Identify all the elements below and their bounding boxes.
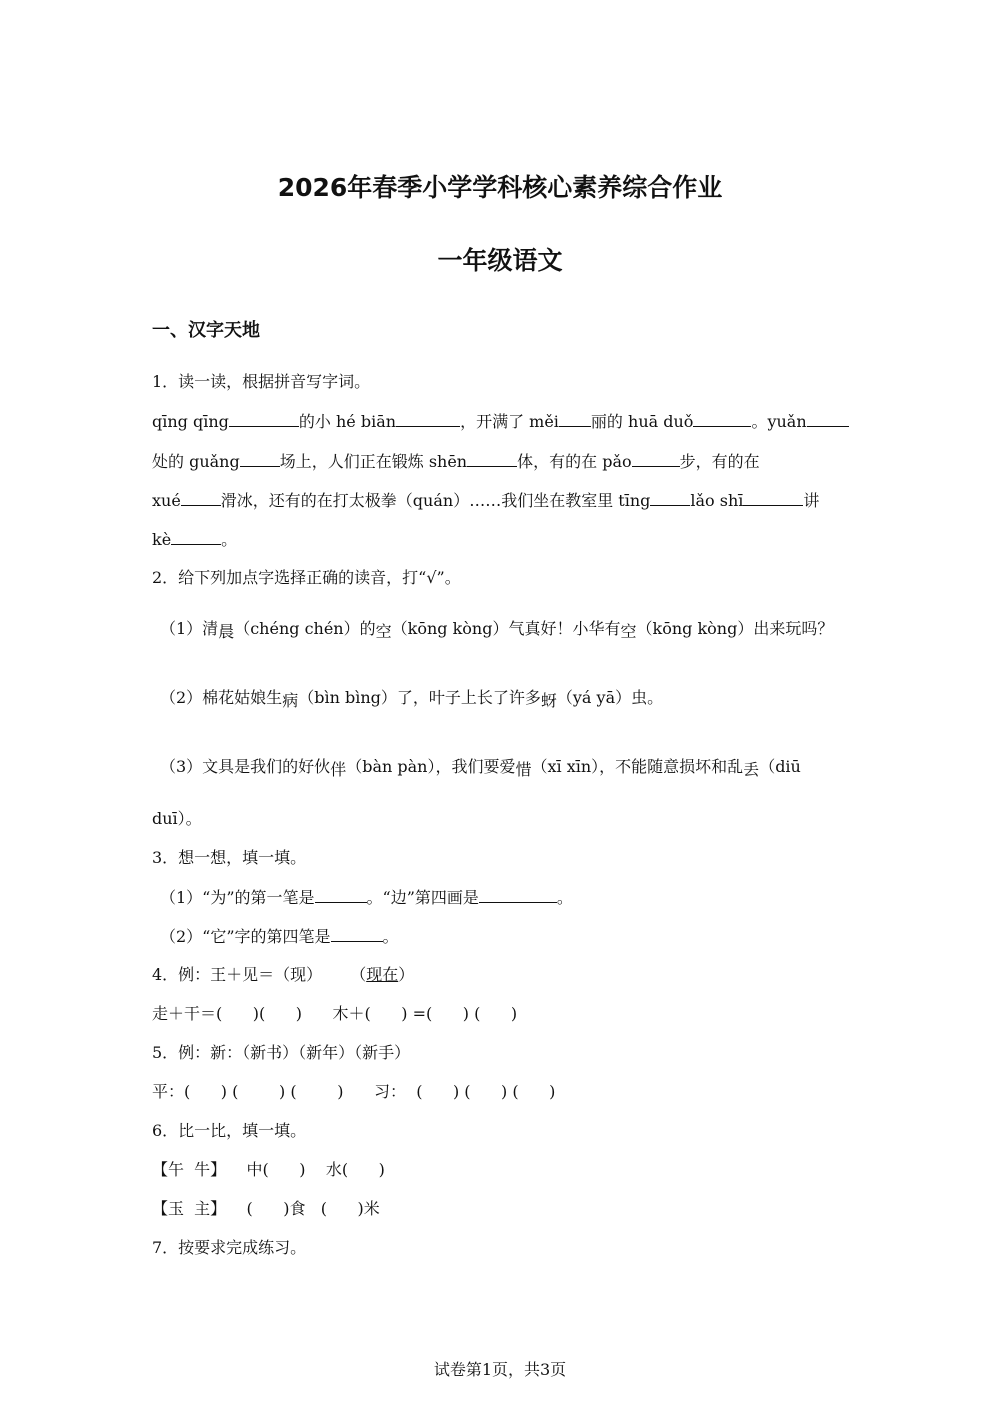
answer-blank[interactable]	[632, 450, 680, 467]
question-3-item-2: （2）“它”字的第四笔是 。	[160, 927, 399, 946]
answer-blank[interactable]	[479, 886, 557, 903]
page-footer: 试卷第1页，共3页	[433, 1360, 567, 1379]
section-heading: 一、汉字天地	[152, 320, 260, 341]
answer-blank[interactable]	[467, 450, 517, 467]
question-2-item-3-cont: duī）。	[152, 809, 202, 828]
question-3-stem: 3．想一想，填一填。	[152, 848, 307, 867]
answer-blank[interactable]	[807, 410, 849, 427]
answer-blank[interactable]	[181, 489, 221, 506]
question-7-stem: 7．按要求完成练习。	[152, 1238, 307, 1257]
question-2-item-3: （3）文具是我们的好伙伴（bàn pàn），我们要爱惜（xī xīn），不能随意损坏和乱丢（diū	[160, 757, 801, 779]
answer-blank[interactable]	[315, 886, 367, 903]
page-subtitle: 一年级语文	[437, 246, 563, 275]
question-2-stem: 2．给下列加点字选择正确的读音，打“√”。	[152, 568, 461, 587]
answer-blank[interactable]	[240, 450, 280, 467]
answer-blank[interactable]	[693, 410, 751, 427]
dotted-character: 空	[375, 622, 392, 641]
dotted-character: 惜	[515, 760, 532, 779]
question-5-stem: 5．例：新：（新书）（新年）（新手）	[152, 1043, 411, 1062]
question-3-item-1: （1）“为”的第一笔是 。“边”第四画是 。	[160, 888, 573, 907]
question-2-item-2: （2）棉花姑娘生病（bìn bìng）了，叶子上长了许多蚜（yá yā）虫。	[160, 688, 664, 710]
question-2-item-1: （1）清晨（chéng chén）的空（kōng kòng）气真好！小华有空（kōng kòng）出来玩吗？	[160, 619, 834, 641]
dotted-character: 病	[282, 691, 299, 710]
question-5-line[interactable]: 平：( ) ( ) ( ) 习： ( ) ( ) ( )	[152, 1082, 556, 1101]
question-1-line-3: xué 滑冰，还有的在打太极拳（quán）……我们坐在教室里 tīng lǎo shī 讲	[152, 491, 820, 510]
answer-blank[interactable]	[743, 489, 803, 506]
question-6-line-1[interactable]: 【午 牛】 中( ) 水( )	[152, 1160, 385, 1179]
answer-blank[interactable]	[171, 528, 221, 545]
dotted-character: 蚜	[540, 691, 557, 710]
answer-blank[interactable]	[229, 410, 299, 427]
question-4-stem: 4．例：王＋见＝（现） （现在）	[152, 965, 415, 984]
question-1-line-2: 处的 guǎng 场上，人们正在锻炼 shēn 体，有的在 pǎo 步，有的在	[152, 452, 760, 471]
dotted-character: 晨	[218, 622, 235, 641]
question-1-stem: 1．读一读，根据拼音写字词。	[152, 372, 371, 391]
answer-blank[interactable]	[559, 410, 591, 427]
question-6-stem: 6．比一比，填一填。	[152, 1121, 307, 1140]
question-1-line-1: qīng qīng 的小 hé biān ，开满了 měi 丽的 huā duǒ 。yuǎn	[152, 410, 852, 433]
dotted-character: 伴	[330, 760, 347, 779]
example-word: 现在	[366, 965, 399, 984]
answer-blank[interactable]	[331, 925, 383, 942]
answer-blank[interactable]	[650, 489, 690, 506]
dotted-character: 丢	[743, 760, 760, 779]
page-title: 2026年春季小学学科核心素养综合作业	[277, 173, 723, 202]
question-6-line-2[interactable]: 【玉 主】 ( )食 ( )米	[152, 1199, 380, 1218]
dotted-character: 空	[620, 622, 637, 641]
answer-blank[interactable]	[396, 410, 460, 427]
question-1-line-4: kè 。	[152, 530, 238, 549]
question-4-line[interactable]: 走＋干＝( )( ) 木＋( ) =( ) ( )	[152, 1004, 518, 1023]
